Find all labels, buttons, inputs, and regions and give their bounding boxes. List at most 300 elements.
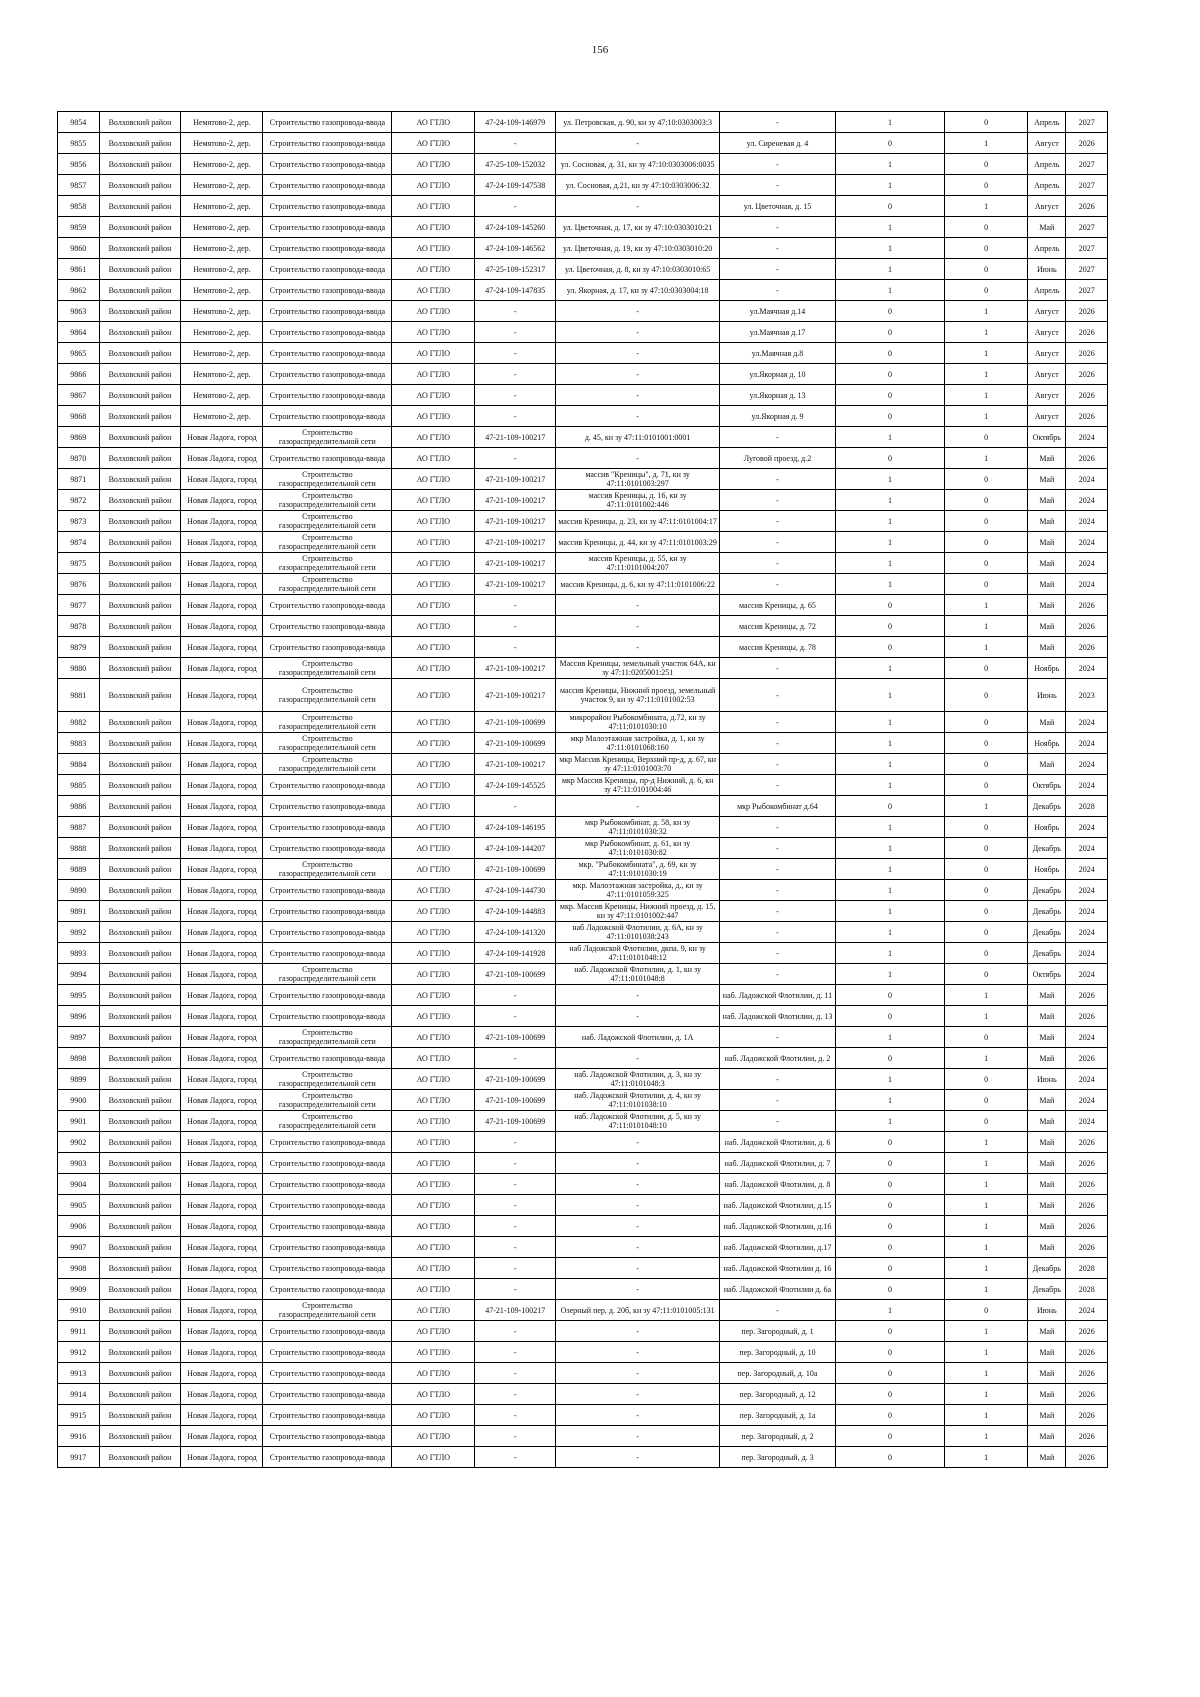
cell-operator: АО ГТЛО xyxy=(392,1174,475,1195)
cell-work-type: Строительство газопровода-ввода xyxy=(263,1279,392,1300)
cell-row-number: 9867 xyxy=(58,385,100,406)
cell-year: 2026 xyxy=(1066,133,1108,154)
table-row xyxy=(58,343,1108,364)
cell-month: Октябрь xyxy=(1028,964,1066,985)
table-row xyxy=(58,154,1108,175)
cell-address-cadastral: - xyxy=(556,1006,720,1027)
cell-month: Декабрь xyxy=(1028,943,1066,964)
cell-count-b: 0 xyxy=(945,553,1028,574)
cell-year: 2024 xyxy=(1066,817,1108,838)
cell-settlement: Новая Ладога, город xyxy=(181,880,263,901)
cell-address-cadastral: мкр Массив Креницы, пр-д Нижний, д. 6, кн зу 47:11:0101004:46 xyxy=(556,775,720,796)
cell-spec-number: - xyxy=(475,448,556,469)
cell-settlement: Новая Ладога, город xyxy=(181,1195,263,1216)
cell-operator: АО ГТЛО xyxy=(392,775,475,796)
cell-settlement: Немятово-2, дер. xyxy=(181,217,263,238)
cell-operator: АО ГТЛО xyxy=(392,469,475,490)
cell-count-a: 1 xyxy=(835,775,944,796)
cell-work-type: Строительство газораспределительной сети xyxy=(263,1111,392,1132)
cell-month: Август xyxy=(1028,322,1066,343)
cell-row-number: 9886 xyxy=(58,796,100,817)
cell-year: 2024 xyxy=(1066,901,1108,922)
cell-count-b: 1 xyxy=(945,196,1028,217)
cell-settlement: Новая Ладога, город xyxy=(181,1405,263,1426)
cell-count-a: 1 xyxy=(835,658,944,679)
cell-work-type: Строительство газопровода-ввода xyxy=(263,880,392,901)
cell-spec-number: - xyxy=(475,406,556,427)
table-row xyxy=(58,1069,1108,1090)
cell-address-cadastral: ул. Сосновая, д.21, кн зу 47:10:0303006:32 xyxy=(556,175,720,196)
cell-address-plain: ул. Сиреневая д. 4 xyxy=(720,133,836,154)
cell-row-number: 9892 xyxy=(58,922,100,943)
cell-work-type: Строительство газораспределительной сети xyxy=(263,679,392,712)
cell-count-b: 1 xyxy=(945,1405,1028,1426)
cell-row-number: 9913 xyxy=(58,1363,100,1384)
cell-spec-number: - xyxy=(475,1426,556,1447)
cell-address-plain: ул.Маячная д.14 xyxy=(720,301,836,322)
cell-district: Волховский район xyxy=(99,112,181,133)
cell-count-b: 0 xyxy=(945,154,1028,175)
cell-work-type: Строительство газопровода-ввода xyxy=(263,364,392,385)
cell-settlement: Новая Ладога, город xyxy=(181,1153,263,1174)
cell-count-a: 1 xyxy=(835,1090,944,1111)
cell-count-b: 0 xyxy=(945,943,1028,964)
cell-address-cadastral: - xyxy=(556,616,720,637)
cell-address-cadastral: ул. Цветочная, д. 17, кн зу 47:10:0303010:21 xyxy=(556,217,720,238)
cell-month: Декабрь xyxy=(1028,901,1066,922)
cell-settlement: Новая Ладога, город xyxy=(181,775,263,796)
cell-address-cadastral: - xyxy=(556,1321,720,1342)
cell-row-number: 9915 xyxy=(58,1405,100,1426)
cell-count-a: 0 xyxy=(835,343,944,364)
cell-month: Апрель xyxy=(1028,238,1066,259)
cell-settlement: Новая Ладога, город xyxy=(181,679,263,712)
cell-settlement: Новая Ладога, город xyxy=(181,490,263,511)
table-row xyxy=(58,490,1108,511)
cell-address-cadastral: - xyxy=(556,1132,720,1153)
cell-operator: АО ГТЛО xyxy=(392,1384,475,1405)
cell-work-type: Строительство газопровода-ввода xyxy=(263,175,392,196)
cell-settlement: Новая Ладога, город xyxy=(181,1342,263,1363)
cell-address-plain: ул.Маячная д.8 xyxy=(720,343,836,364)
cell-count-a: 1 xyxy=(835,901,944,922)
cell-year: 2028 xyxy=(1066,796,1108,817)
cell-address-cadastral: мкр. "Рыбокомбината", д. 69, кн зу 47:11:0101030:19 xyxy=(556,859,720,880)
cell-row-number: 9887 xyxy=(58,817,100,838)
cell-operator: АО ГТЛО xyxy=(392,364,475,385)
cell-settlement: Новая Ладога, город xyxy=(181,754,263,775)
cell-year: 2026 xyxy=(1066,196,1108,217)
cell-operator: АО ГТЛО xyxy=(392,175,475,196)
cell-year: 2024 xyxy=(1066,775,1108,796)
cell-spec-number: - xyxy=(475,1195,556,1216)
cell-work-type: Строительство газопровода-ввода xyxy=(263,1174,392,1195)
cell-settlement: Немятово-2, дер. xyxy=(181,280,263,301)
cell-district: Волховский район xyxy=(99,838,181,859)
cell-address-plain: - xyxy=(720,880,836,901)
cell-count-a: 1 xyxy=(835,754,944,775)
cell-address-cadastral: - xyxy=(556,1048,720,1069)
cell-month: Октябрь xyxy=(1028,427,1066,448)
cell-address-plain: - xyxy=(720,733,836,754)
cell-count-b: 0 xyxy=(945,679,1028,712)
cell-operator: АО ГТЛО xyxy=(392,964,475,985)
cell-count-a: 0 xyxy=(835,1384,944,1405)
cell-address-cadastral: мкр Малоэтажная застройка, д. 1, кн зу 47:11:0101068:160 xyxy=(556,733,720,754)
cell-address-cadastral: - xyxy=(556,1216,720,1237)
cell-address-cadastral: мкр Рыбокомбинат, д. 58, кн зу 47:11:0101030:32 xyxy=(556,817,720,838)
cell-address-plain: - xyxy=(720,217,836,238)
cell-count-a: 1 xyxy=(835,880,944,901)
cell-address-plain: массив Креницы, д. 72 xyxy=(720,616,836,637)
cell-address-plain: - xyxy=(720,238,836,259)
cell-year: 2026 xyxy=(1066,322,1108,343)
cell-year: 2024 xyxy=(1066,964,1108,985)
cell-month: Май xyxy=(1028,574,1066,595)
cell-row-number: 9855 xyxy=(58,133,100,154)
cell-spec-number: 47-21-109-100217 xyxy=(475,574,556,595)
cell-row-number: 9894 xyxy=(58,964,100,985)
page-number: 156 xyxy=(591,44,609,56)
table-row xyxy=(58,238,1108,259)
cell-year: 2026 xyxy=(1066,385,1108,406)
cell-district: Волховский район xyxy=(99,1153,181,1174)
cell-address-plain: Луговой проезд, д.2 xyxy=(720,448,836,469)
cell-settlement: Немятово-2, дер. xyxy=(181,238,263,259)
cell-year: 2026 xyxy=(1066,343,1108,364)
cell-row-number: 9870 xyxy=(58,448,100,469)
cell-district: Волховский район xyxy=(99,901,181,922)
cell-settlement: Новая Ладога, город xyxy=(181,658,263,679)
cell-settlement: Новая Ладога, город xyxy=(181,427,263,448)
cell-month: Август xyxy=(1028,196,1066,217)
cell-district: Волховский район xyxy=(99,406,181,427)
cell-month: Апрель xyxy=(1028,280,1066,301)
cell-count-b: 1 xyxy=(945,1048,1028,1069)
table-row xyxy=(58,133,1108,154)
cell-count-a: 0 xyxy=(835,1405,944,1426)
cell-spec-number: - xyxy=(475,796,556,817)
cell-year: 2026 xyxy=(1066,448,1108,469)
cell-count-b: 1 xyxy=(945,448,1028,469)
cell-settlement: Новая Ладога, город xyxy=(181,1132,263,1153)
cell-operator: АО ГТЛО xyxy=(392,1258,475,1279)
cell-count-b: 1 xyxy=(945,985,1028,1006)
cell-count-a: 0 xyxy=(835,1363,944,1384)
cell-work-type: Строительство газопровода-ввода xyxy=(263,1405,392,1426)
table-row xyxy=(58,196,1108,217)
cell-row-number: 9907 xyxy=(58,1237,100,1258)
cell-spec-number: 47-21-109-100217 xyxy=(475,679,556,712)
cell-count-a: 1 xyxy=(835,217,944,238)
cell-count-b: 0 xyxy=(945,112,1028,133)
cell-month: Ноябрь xyxy=(1028,817,1066,838)
cell-address-cadastral: наб Ладожской Флотилии, дкпа. 9, кн зу 47:11:0101048:12 xyxy=(556,943,720,964)
cell-operator: АО ГТЛО xyxy=(392,133,475,154)
table-row xyxy=(58,1405,1108,1426)
cell-district: Волховский район xyxy=(99,301,181,322)
cell-operator: АО ГТЛО xyxy=(392,922,475,943)
cell-district: Волховский район xyxy=(99,637,181,658)
cell-count-b: 0 xyxy=(945,733,1028,754)
cell-settlement: Немятово-2, дер. xyxy=(181,343,263,364)
table-row xyxy=(58,595,1108,616)
cell-year: 2026 xyxy=(1066,1384,1108,1405)
cell-work-type: Строительство газораспределительной сети xyxy=(263,1027,392,1048)
cell-month: Май xyxy=(1028,469,1066,490)
table-row xyxy=(58,1237,1108,1258)
cell-count-a: 0 xyxy=(835,1426,944,1447)
cell-settlement: Новая Ладога, город xyxy=(181,1006,263,1027)
table-row xyxy=(58,427,1108,448)
cell-spec-number: 47-21-109-100699 xyxy=(475,964,556,985)
cell-address-cadastral: ул. Якорная, д. 17, кн зу 47:10:0303004:18 xyxy=(556,280,720,301)
cell-spec-number: - xyxy=(475,1006,556,1027)
cell-spec-number: 47-21-109-100217 xyxy=(475,658,556,679)
cell-settlement: Немятово-2, дер. xyxy=(181,196,263,217)
cell-work-type: Строительство газораспределительной сети xyxy=(263,859,392,880)
cell-row-number: 9902 xyxy=(58,1132,100,1153)
cell-work-type: Строительство газопровода-ввода xyxy=(263,1132,392,1153)
cell-row-number: 9860 xyxy=(58,238,100,259)
cell-address-plain: - xyxy=(720,175,836,196)
cell-count-b: 0 xyxy=(945,775,1028,796)
cell-settlement: Новая Ладога, город xyxy=(181,922,263,943)
cell-count-a: 0 xyxy=(835,1195,944,1216)
cell-month: Август xyxy=(1028,301,1066,322)
cell-address-plain: пер. Загородный, д. 3 xyxy=(720,1447,836,1468)
cell-settlement: Новая Ладога, город xyxy=(181,712,263,733)
cell-month: Май xyxy=(1028,1195,1066,1216)
cell-operator: АО ГТЛО xyxy=(392,1069,475,1090)
cell-count-a: 1 xyxy=(835,817,944,838)
table-row xyxy=(58,1195,1108,1216)
cell-district: Волховский район xyxy=(99,490,181,511)
cell-month: Август xyxy=(1028,364,1066,385)
cell-district: Волховский район xyxy=(99,1090,181,1111)
cell-count-b: 1 xyxy=(945,301,1028,322)
table-row xyxy=(58,532,1108,553)
table-row xyxy=(58,1216,1108,1237)
cell-spec-number: 47-25-109-152032 xyxy=(475,154,556,175)
cell-spec-number: - xyxy=(475,1132,556,1153)
cell-row-number: 9916 xyxy=(58,1426,100,1447)
cell-spec-number: - xyxy=(475,1216,556,1237)
cell-district: Волховский район xyxy=(99,343,181,364)
cell-settlement: Новая Ладога, город xyxy=(181,733,263,754)
cell-work-type: Строительство газопровода-ввода xyxy=(263,1006,392,1027)
cell-address-plain: наб. Ладожской Флотилии д. 6а xyxy=(720,1279,836,1300)
cell-row-number: 9868 xyxy=(58,406,100,427)
cell-settlement: Новая Ладога, город xyxy=(181,1447,263,1468)
cell-row-number: 9864 xyxy=(58,322,100,343)
cell-year: 2026 xyxy=(1066,637,1108,658)
cell-month: Май xyxy=(1028,1111,1066,1132)
cell-settlement: Новая Ладога, город xyxy=(181,1279,263,1300)
cell-operator: АО ГТЛО xyxy=(392,1363,475,1384)
cell-spec-number: - xyxy=(475,385,556,406)
cell-operator: АО ГТЛО xyxy=(392,217,475,238)
table-row xyxy=(58,364,1108,385)
cell-work-type: Строительство газораспределительной сети xyxy=(263,574,392,595)
cell-year: 2024 xyxy=(1066,532,1108,553)
cell-address-plain: наб. Ладожской Флотилии, д. 7 xyxy=(720,1153,836,1174)
cell-row-number: 9908 xyxy=(58,1258,100,1279)
cell-month: Ноябрь xyxy=(1028,658,1066,679)
cell-count-a: 1 xyxy=(835,175,944,196)
cell-year: 2026 xyxy=(1066,985,1108,1006)
cell-spec-number: - xyxy=(475,1342,556,1363)
table-row xyxy=(58,733,1108,754)
cell-count-b: 1 xyxy=(945,1174,1028,1195)
cell-count-b: 1 xyxy=(945,1342,1028,1363)
cell-count-b: 1 xyxy=(945,1321,1028,1342)
cell-address-plain: - xyxy=(720,1090,836,1111)
cell-month: Май xyxy=(1028,532,1066,553)
cell-address-plain: наб. Ладожской Флотилии д. 16 xyxy=(720,1258,836,1279)
cell-count-a: 1 xyxy=(835,1069,944,1090)
cell-spec-number: 47-21-109-100699 xyxy=(475,1090,556,1111)
cell-spec-number: 47-24-109-147538 xyxy=(475,175,556,196)
cell-count-b: 0 xyxy=(945,280,1028,301)
cell-work-type: Строительство газопровода-ввода xyxy=(263,901,392,922)
table-row xyxy=(58,943,1108,964)
cell-year: 2024 xyxy=(1066,427,1108,448)
table-row xyxy=(58,385,1108,406)
cell-district: Волховский район xyxy=(99,448,181,469)
cell-row-number: 9857 xyxy=(58,175,100,196)
cell-year: 2024 xyxy=(1066,922,1108,943)
table-row xyxy=(58,901,1108,922)
cell-address-plain: наб. Ладожской Флотилии, д. 13 xyxy=(720,1006,836,1027)
cell-operator: АО ГТЛО xyxy=(392,490,475,511)
cell-work-type: Строительство газопровода-ввода xyxy=(263,259,392,280)
cell-count-a: 1 xyxy=(835,1111,944,1132)
cell-district: Волховский район xyxy=(99,775,181,796)
cell-operator: АО ГТЛО xyxy=(392,1447,475,1468)
cell-address-cadastral: - xyxy=(556,637,720,658)
cell-count-a: 1 xyxy=(835,511,944,532)
cell-month: Апрель xyxy=(1028,112,1066,133)
cell-spec-number: - xyxy=(475,595,556,616)
cell-operator: АО ГТЛО xyxy=(392,343,475,364)
cell-month: Май xyxy=(1028,1342,1066,1363)
cell-row-number: 9898 xyxy=(58,1048,100,1069)
cell-operator: АО ГТЛО xyxy=(392,1216,475,1237)
cell-address-plain: пер. Загородный, д. 10 xyxy=(720,1342,836,1363)
cell-address-cadastral: мкр Массив Креницы, Верхний пр-д, д. 67, кн зу 47:11:0101003:70 xyxy=(556,754,720,775)
cell-spec-number: 47-24-109-145260 xyxy=(475,217,556,238)
cell-settlement: Новая Ладога, город xyxy=(181,553,263,574)
cell-month: Ноябрь xyxy=(1028,733,1066,754)
cell-year: 2024 xyxy=(1066,712,1108,733)
cell-address-cadastral: массив Креницы, д. 44, кн зу 47:11:0101003:29 xyxy=(556,532,720,553)
cell-work-type: Строительство газопровода-ввода xyxy=(263,238,392,259)
table-row xyxy=(58,817,1108,838)
cell-operator: АО ГТЛО xyxy=(392,553,475,574)
cell-address-cadastral: мкр. Малоэтажная застройка, д., кн зу 47:11:0101059:325 xyxy=(556,880,720,901)
cell-spec-number: - xyxy=(475,1447,556,1468)
cell-district: Волховский район xyxy=(99,511,181,532)
cell-district: Волховский район xyxy=(99,322,181,343)
cell-year: 2027 xyxy=(1066,217,1108,238)
cell-settlement: Новая Ладога, город xyxy=(181,985,263,1006)
cell-work-type: Строительство газопровода-ввода xyxy=(263,217,392,238)
cell-district: Волховский район xyxy=(99,175,181,196)
cell-row-number: 9859 xyxy=(58,217,100,238)
table-row xyxy=(58,637,1108,658)
cell-year: 2024 xyxy=(1066,859,1108,880)
cell-district: Волховский район xyxy=(99,196,181,217)
table-row xyxy=(58,1426,1108,1447)
cell-address-cadastral: - xyxy=(556,133,720,154)
cell-row-number: 9873 xyxy=(58,511,100,532)
cell-address-plain: мкр Рыбокомбинат д.64 xyxy=(720,796,836,817)
cell-district: Волховский район xyxy=(99,943,181,964)
cell-spec-number: 47-21-109-100699 xyxy=(475,712,556,733)
cell-address-cadastral: массив Креницы, д. 23, кн зу 47:11:0101004:17 xyxy=(556,511,720,532)
table-row xyxy=(58,112,1108,133)
cell-address-cadastral: - xyxy=(556,364,720,385)
cell-district: Волховский район xyxy=(99,1027,181,1048)
cell-operator: АО ГТЛО xyxy=(392,532,475,553)
cell-year: 2026 xyxy=(1066,1405,1108,1426)
cell-work-type: Строительство газопровода-ввода xyxy=(263,817,392,838)
cell-address-plain: - xyxy=(720,754,836,775)
cell-month: Май xyxy=(1028,511,1066,532)
cell-address-cadastral: наб. Ладожской Флотилии, д. 4, кн зу 47:11:0101038:10 xyxy=(556,1090,720,1111)
cell-address-cadastral: - xyxy=(556,322,720,343)
cell-address-plain: - xyxy=(720,154,836,175)
cell-address-plain: ул.Якорная д. 9 xyxy=(720,406,836,427)
cell-work-type: Строительство газораспределительной сети xyxy=(263,1300,392,1321)
cell-year: 2024 xyxy=(1066,574,1108,595)
table-row xyxy=(58,259,1108,280)
cell-address-plain: наб. Ладожской Флотилии, д. 11 xyxy=(720,985,836,1006)
cell-year: 2028 xyxy=(1066,1279,1108,1300)
cell-district: Волховский район xyxy=(99,964,181,985)
cell-row-number: 9877 xyxy=(58,595,100,616)
cell-operator: АО ГТЛО xyxy=(392,1111,475,1132)
cell-district: Волховский район xyxy=(99,532,181,553)
cell-address-cadastral: наб Ладожской Флотилии, д. 6А, кн зу 47:11:0101038:243 xyxy=(556,922,720,943)
cell-district: Волховский район xyxy=(99,922,181,943)
cell-count-a: 0 xyxy=(835,1237,944,1258)
cell-operator: АО ГТЛО xyxy=(392,322,475,343)
cell-row-number: 9893 xyxy=(58,943,100,964)
cell-district: Волховский район xyxy=(99,712,181,733)
cell-count-a: 1 xyxy=(835,553,944,574)
cell-district: Волховский район xyxy=(99,1426,181,1447)
cell-work-type: Строительство газопровода-ввода xyxy=(263,595,392,616)
cell-address-cadastral: - xyxy=(556,985,720,1006)
cell-year: 2026 xyxy=(1066,595,1108,616)
cell-address-cadastral: - xyxy=(556,1384,720,1405)
cell-row-number: 9863 xyxy=(58,301,100,322)
cell-year: 2024 xyxy=(1066,1069,1108,1090)
cell-settlement: Немятово-2, дер. xyxy=(181,133,263,154)
cell-operator: АО ГТЛО xyxy=(392,880,475,901)
cell-work-type: Строительство газопровода-ввода xyxy=(263,1153,392,1174)
cell-district: Волховский район xyxy=(99,259,181,280)
cell-spec-number: - xyxy=(475,301,556,322)
cell-address-plain: пер. Загородный, д. 2 xyxy=(720,1426,836,1447)
cell-address-cadastral: Озерный пер, д. 20б, кн зу 47:11:0101005:131 xyxy=(556,1300,720,1321)
cell-month: Декабрь xyxy=(1028,1258,1066,1279)
cell-month: Август xyxy=(1028,406,1066,427)
cell-month: Май xyxy=(1028,1216,1066,1237)
cell-spec-number: 47-24-109-145525 xyxy=(475,775,556,796)
